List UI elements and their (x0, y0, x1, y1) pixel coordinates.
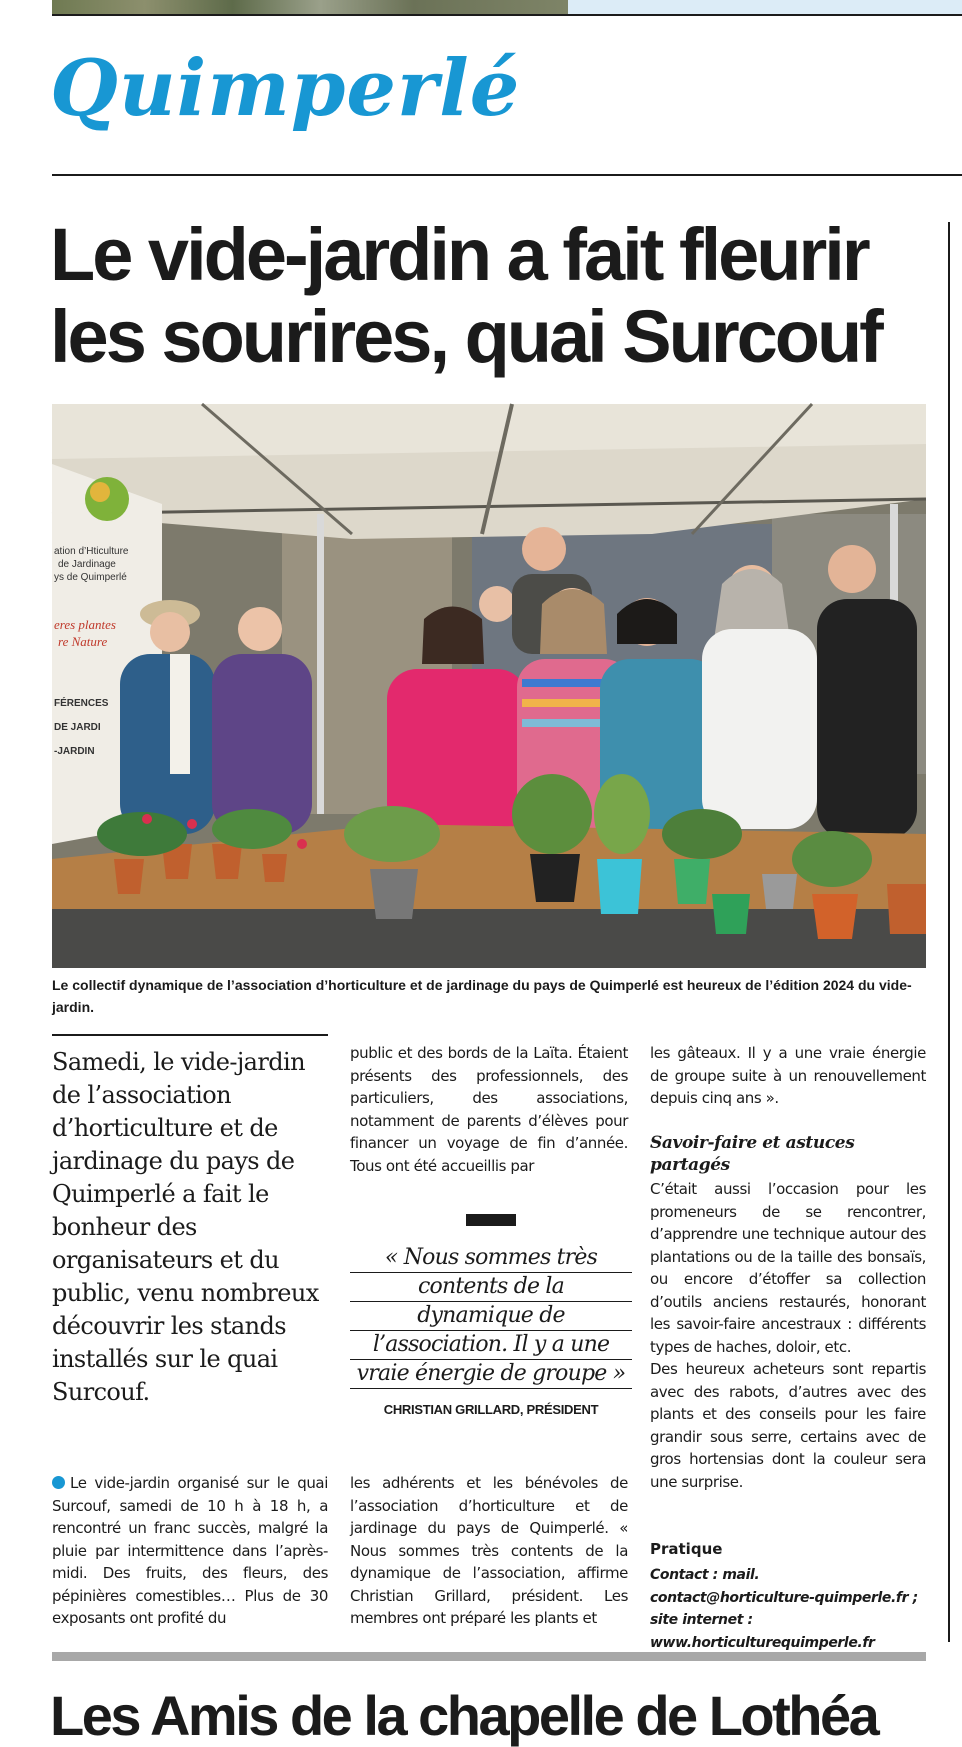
pull-quote-line: contents de la (350, 1273, 632, 1302)
banner-text-5: re Nature (58, 634, 108, 649)
body-column-2-top: public et des bords de la Laïta. Étaient présents des professionnels, des particuliers, des associations, notamment de parents d’élèves pour financer un voyage de fin d’année. Tous ont été accueillis par (350, 1044, 628, 1175)
article-subhead: Savoir-faire et astuces partagés (650, 1133, 855, 1175)
body-column-3-top: les gâteaux. Il y a une vraie énergie de groupe suite à un renouvellement depuis cinq ans ». (650, 1044, 926, 1107)
pull-quote (350, 1244, 632, 1389)
top-rule (52, 14, 962, 16)
article-end-rule (52, 1652, 926, 1661)
pull-quote-line: « Nous sommes très (350, 1244, 632, 1273)
next-article-headline-text: Les Amis de la chapelle de Lothéa (50, 1684, 878, 1747)
article-photo (52, 404, 926, 968)
pull-quote-line: dynamique de (350, 1302, 632, 1331)
next-article-headline (50, 1684, 930, 1747)
pratique-title: Pratique (650, 1540, 723, 1558)
pull-quote-author: CHRISTIAN GRILLARD, PRÉSIDENT (383, 1402, 599, 1417)
body-column-2-bottom: les adhérents et les bénévoles de l’association d’horticulture et de jardinage du pays de Quimperlé. « Nous sommes très contents de la dynamique de l’association, affirme Christian Grillard, président. Les membres ont préparé les plants et (350, 1474, 628, 1627)
pratique-contact: Contact : mail. contact@horticulture-quimperle.fr ; site internet : www.horticulturequimperle.fr (650, 1567, 918, 1651)
pull-quote-line: vraie énergie de groupe » (350, 1360, 632, 1389)
banner-text-8: -JARDIN (54, 746, 95, 757)
banner-text-7: DE JARDI (54, 722, 101, 733)
photo-caption: Le collectif dynamique de l’association d’horticulture et de jardinage du pays de Quimperlé est heureux de l’édition 2024 du vide-jardin. (52, 977, 912, 1015)
lead-rule (52, 1034, 328, 1036)
headline-line-2: les sourires, quai Surcouf (50, 295, 881, 378)
body-paragraph: C’était aussi l’occasion pour les promeneurs de se rencontrer, d’apprendre une technique autour des plantations ou de la taille des bonsaïs, ou encore d’étoffer sa collection d’outils anciens restaurés, honorant les savoir-faire ancestraux : différents types de haches, doloir, etc. (650, 1180, 926, 1356)
body-column-1-bottom (52, 1472, 328, 1630)
previous-article-blue-box (568, 0, 962, 14)
banner-text-3: ys de Quimperlé (54, 572, 127, 583)
section-rule (52, 174, 962, 176)
body-column-1-text: Le vide-jardin organisé sur le quai Surcouf, samedi de 10 h à 18 h, a rencontré un franc succès, malgré la pluie par intermittence dans l’après-midi. Des fruits, des fleurs, des pépinières comestibles… Plus de 30 exposants ont profité du (52, 1474, 328, 1627)
pull-quote-line: l’association. Il y a une (350, 1331, 632, 1360)
banner-text-6: FÉRENCES (54, 698, 109, 709)
column-divider-right (948, 222, 950, 1642)
body-paragraph: Des heureux acheteurs sont repartis avec des rabots, d’autres avec des plants et des conseils pour les faire grandir sous serre, certains avec de gros hortensias dont la couleur sera une surprise. (650, 1360, 926, 1491)
bullet-dot-icon (52, 1476, 65, 1489)
article-lead: Samedi, le vide-jardin de l’association d’horticulture et de jardinage du pays de Quimperlé a fait le bonheur des organisateurs et du public, venu nombreux découvrir les stands installés sur le quai Surcouf. (52, 1048, 319, 1406)
previous-article-photo-strip (52, 0, 568, 14)
headline-line-1: Le vide-jardin a fait fleurir (50, 213, 868, 296)
body-column-3-body (650, 1178, 926, 1493)
banner-text-1: ation d’Hticulture (54, 546, 129, 557)
banner-text-4: eres plantes (54, 617, 116, 632)
banner-text-2: de Jardinage (58, 559, 116, 570)
article-headline (50, 214, 930, 378)
section-title: Quimperlé (50, 43, 521, 134)
pull-quote-marker (466, 1214, 516, 1226)
